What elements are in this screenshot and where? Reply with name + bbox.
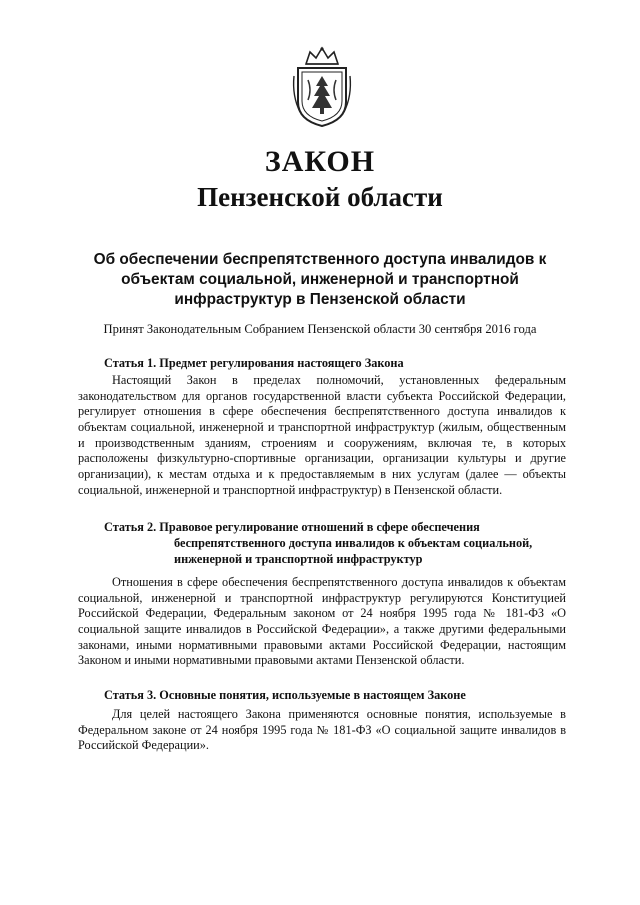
law-title: ЗАКОН: [264, 145, 376, 178]
article-2-heading: Статья 2. Правовое регулирование отношений в сфере обеспечения: [104, 520, 480, 534]
article-3-text: Для целей настоящего Закона применяются основные понятия, используемые в Федеральном законе от 24 ноября 1995 года № 181-ФЗ «О социальной защите инвалидов в Российской Федерации».: [78, 707, 566, 753]
article-3-heading: Статья 3. Основные понятия, используемые в настоящем Законе: [104, 688, 466, 702]
article-1-heading: Статья 1. Предмет регулирования настоящего Закона: [104, 356, 404, 370]
article-2-heading-continued: беспрепятственного доступа инвалидов к объектам социальной, инженерной и транспортной инфраструктур: [174, 536, 533, 566]
document-title: Об обеспечении беспрепятственного доступа инвалидов к объектам социальной, инженерной и транспортной инфраструктур в Пензенской области: [93, 251, 547, 308]
article-1-text: Настоящий Закон в пределах полномочий, установленных федеральным законодательством для органов государственной власти субъекта Российской Федерации, регулирует отношения в сфере обеспечения беспрепятственного доступа инвалидов к объектам социальной, инженерной и транспортной инфраструктур (жилым, общественным и производственным зданиям, строениям и сооружениям, включая те, в которых расположены физкультурно-спортивные организации, организации культуры и другие организации), к местам отдыха и к предоставляемым в них услугам (далее — объекты социальной, инженерной и транспортной инфраструктур) в Пензенской области.: [78, 373, 566, 497]
article-2-text: Отношения в сфере обеспечения беспрепятственного доступа инвалидов к объектам социальной, инженерной и транспортной инфраструктур регулируются Конституцией Российской Федерации, Федеральным законом от 24 ноября 1995 года № 181-ФЗ «О социальной защите инвалидов в Российской Федерации», а также другими федеральными законами, иными нормативными правовыми актами Российской Федерации, настоящим Законом и иными нормативными правовыми актами Пензенской области.: [78, 575, 566, 668]
adoption-note: Принят Законодательным Собранием Пензенской области 30 сентября 2016 года: [103, 322, 537, 336]
law-region: Пензенской области: [197, 182, 443, 212]
penza-coat-of-arms-icon: [290, 46, 354, 128]
